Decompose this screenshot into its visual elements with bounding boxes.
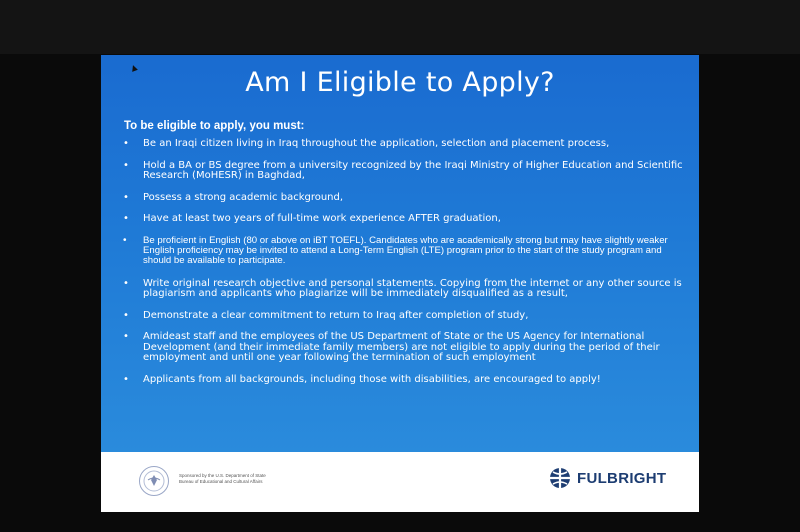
- criterion-text: Amideast staff and the employees of the US Department of State or the US Agency for International Development (and their immediate family members) are not eligible to apply during the period of their employment and until one year following the termination of such employment: [143, 331, 660, 363]
- criterion-item: [123, 193, 683, 204]
- seal-emblem-icon: [143, 470, 165, 492]
- slide-title: Am I Eligible to Apply?: [245, 67, 555, 98]
- bullet-icon: •: [123, 138, 129, 149]
- criterion-item: [123, 236, 683, 266]
- us-state-department-seal-icon: [139, 466, 169, 496]
- criterion-item: [123, 161, 683, 182]
- bullet-icon: •: [123, 159, 129, 171]
- criterion-text: Demonstrate a clear commitment to return to Iraq after completion of study,: [143, 309, 529, 321]
- bullet-icon: •: [123, 213, 129, 224]
- fulbright-globe-logo-icon: [549, 467, 571, 489]
- criterion-item: [123, 279, 683, 300]
- criterion-item: [123, 332, 683, 364]
- slide-body: [101, 55, 699, 452]
- criterion-text: Hold a BA or BS degree from a university recognized by the Iraqi Ministry of Higher Education and Scientific Research (MoHESR) in Baghdad,: [143, 159, 683, 181]
- sponsor-line: Bureau of Educational and Cultural Affairs: [179, 479, 263, 484]
- criterion-text: Write original research objective and personal statements. Copying from the internet or any other source is plagiarism and applicants who plagiarize will be immediately disqualified as a result,: [143, 277, 682, 299]
- bullet-icon: •: [123, 331, 129, 342]
- criterion-text: Possess a strong academic background,: [143, 191, 344, 203]
- slide-footer: [101, 452, 699, 512]
- eligibility-intro: To be eligible to apply, you must:: [124, 120, 305, 132]
- brand-name: FULBRIGHT: [577, 469, 667, 487]
- fulbright-brand: [549, 467, 666, 489]
- video-top-bar: [0, 0, 800, 54]
- bullet-icon: •: [123, 373, 129, 385]
- criterion-text: Be proficient in English (80 or above on iBT TOEFL). Candidates who are academically strong but may have slightly weaker English proficiency may be invited to attend a Long-Term English (LTE) program prior to the start of the study program and should be available to participate.: [143, 234, 668, 266]
- criterion-text: Be an Iraqi citizen living in Iraq throughout the application, selection and placement process,: [143, 138, 610, 149]
- bullet-icon: •: [123, 277, 129, 289]
- criterion-item: [123, 214, 683, 225]
- bullet-icon: •: [123, 234, 127, 246]
- bullet-icon: •: [123, 191, 129, 203]
- eligibility-criteria-list: [123, 139, 683, 396]
- criterion-item: [123, 311, 683, 322]
- presentation-slide: [101, 55, 699, 512]
- sponsor-text: [179, 473, 329, 485]
- bullet-icon: •: [123, 309, 129, 321]
- criterion-item: [123, 139, 683, 150]
- sponsor-line: Sponsored by the U.S. Department of State: [179, 473, 266, 478]
- criterion-item: [123, 375, 683, 386]
- criterion-text: Applicants from all backgrounds, including those with disabilities, are encouraged to apply!: [143, 373, 601, 385]
- criterion-text: Have at least two years of full-time work experience AFTER graduation,: [143, 213, 501, 224]
